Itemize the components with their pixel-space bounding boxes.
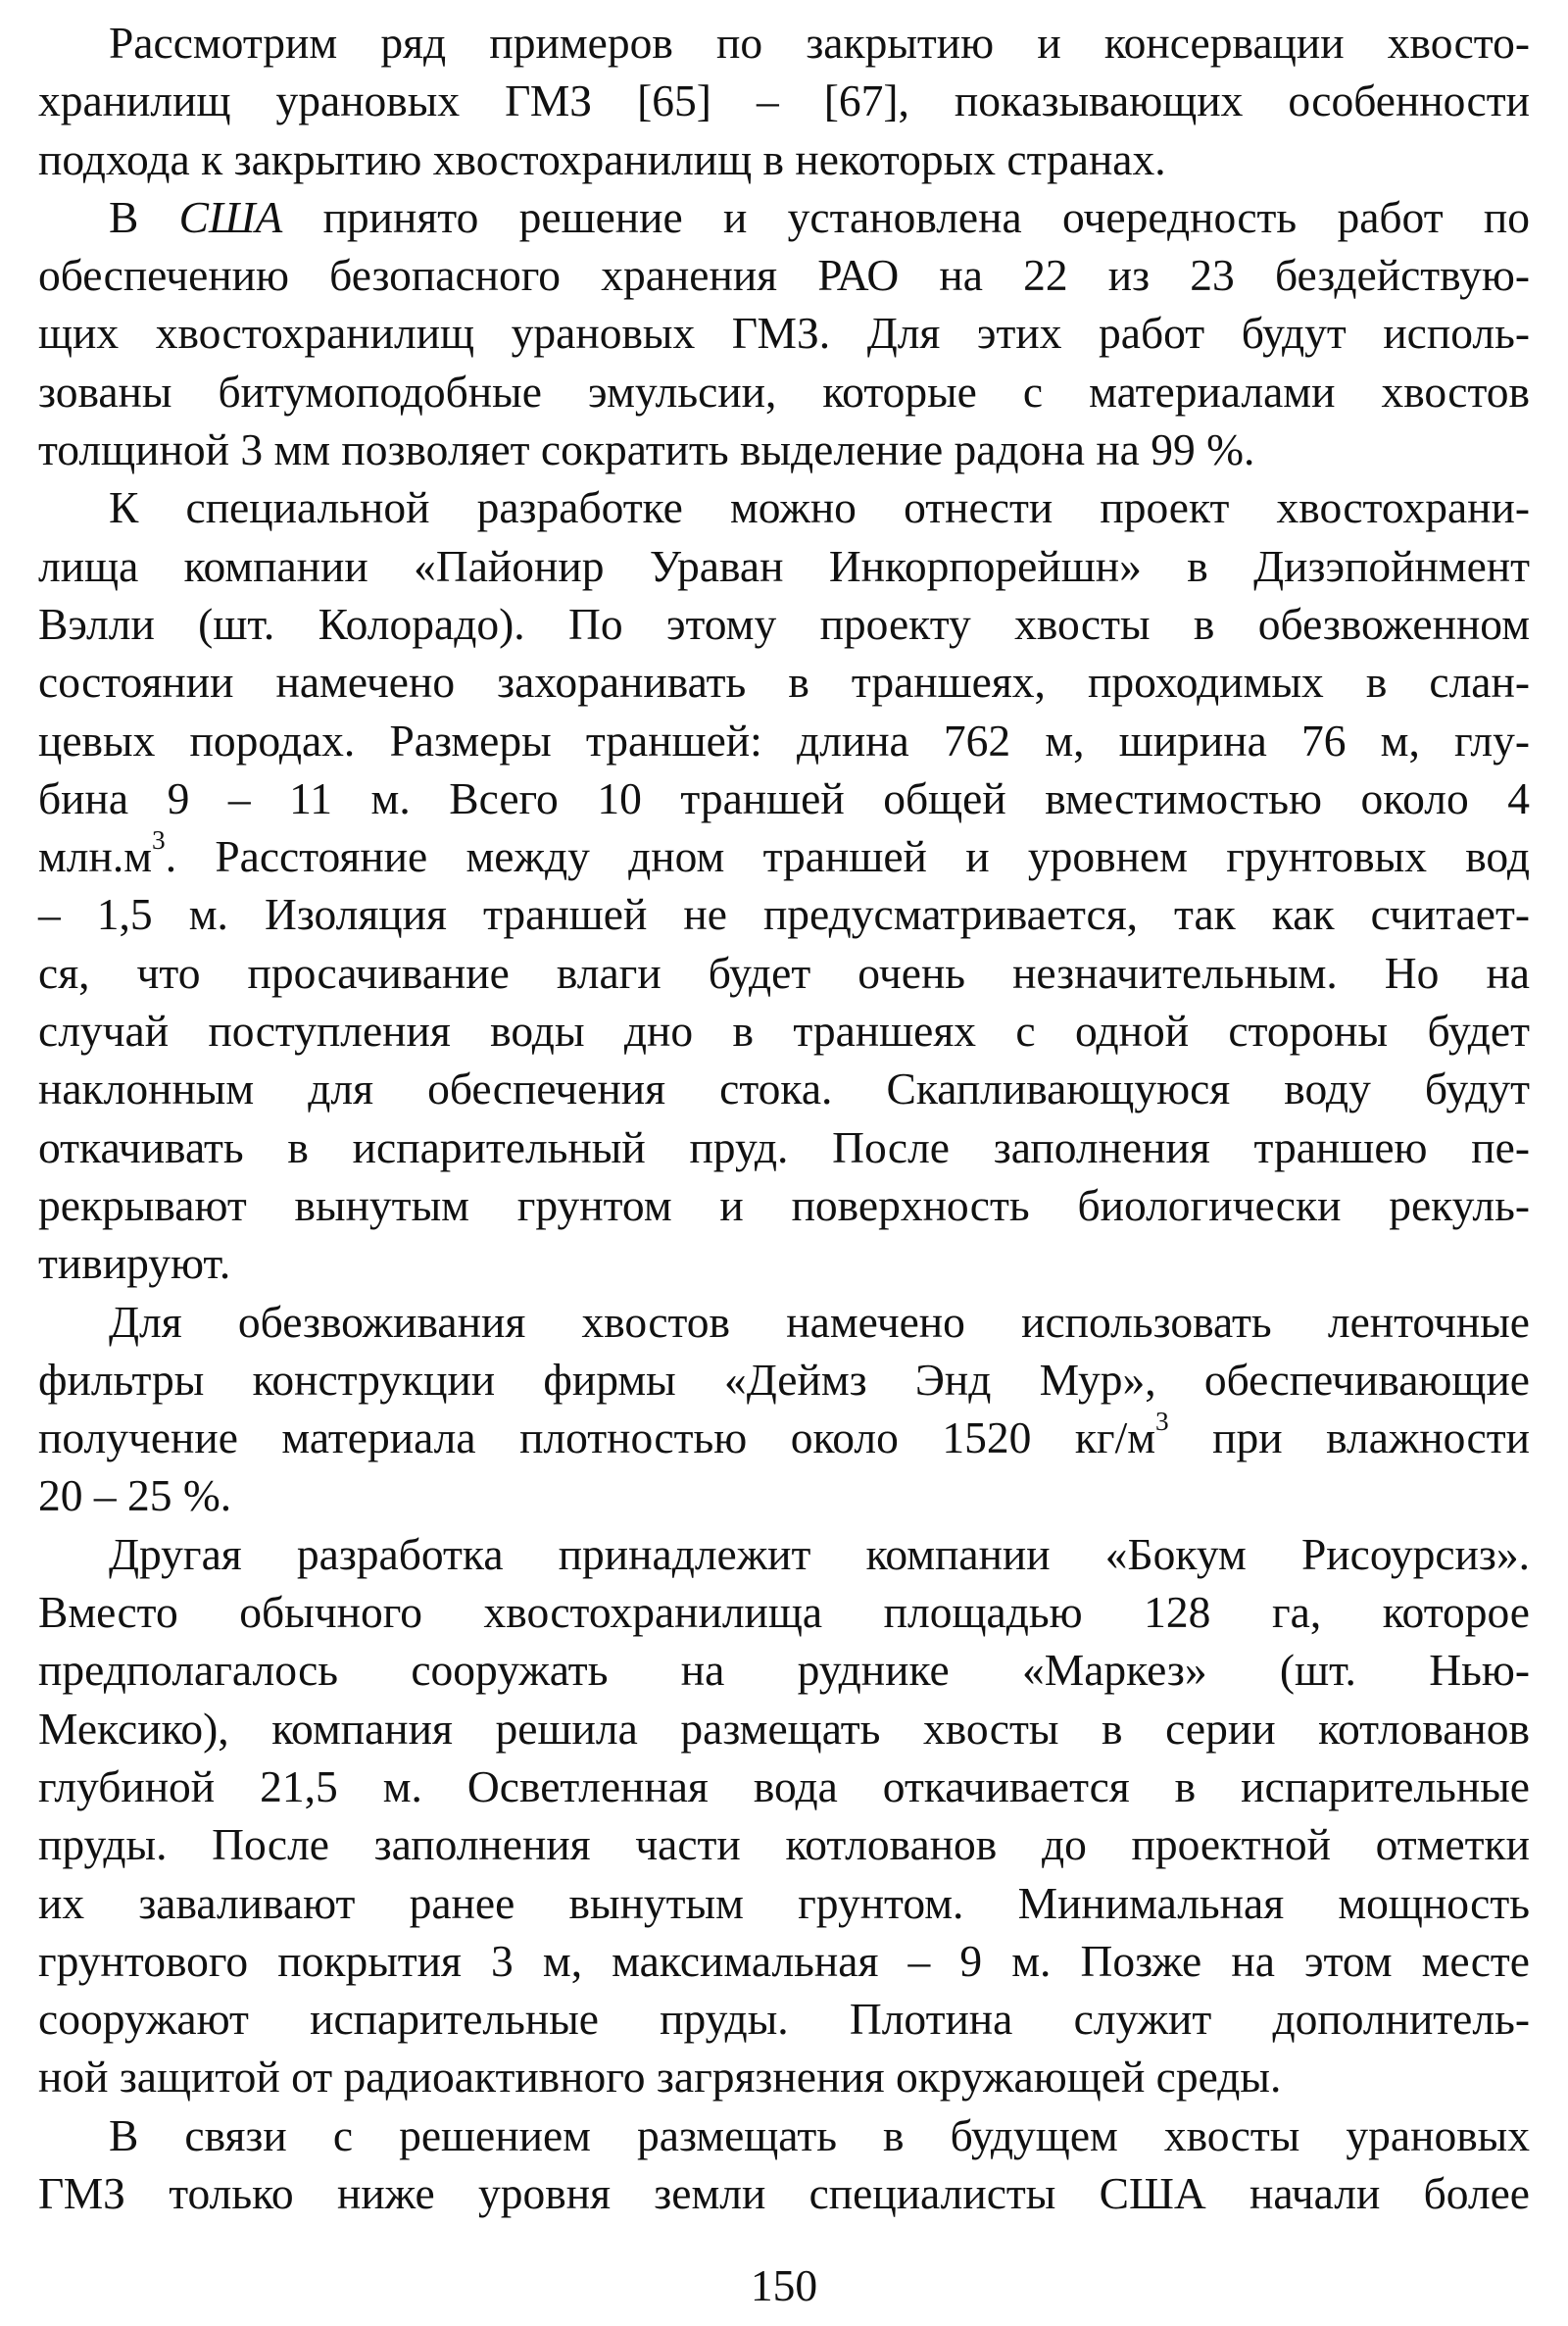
text-line: наклонным для обеспечения стока. Скапливающуюся воду будут — [38, 1064, 1530, 1114]
text-fragment: В — [109, 191, 179, 242]
paragraph-1 — [38, 14, 1530, 188]
text-line: пруды. После заполнения части котлованов до проектной отметки — [38, 1819, 1530, 1870]
text-line: хранилищ урановых ГМЗ [65] – [67], показывающих особенности — [38, 75, 1530, 126]
text-line: лища компании «Пайонир Ураван Инкорпорейшн» в Дизэпойнмент — [38, 540, 1530, 591]
text-line: ГМЗ только ниже уровня земли специалисты США начали более — [38, 2167, 1530, 2218]
text-line: грунтового покрытия 3 м, максимальная – 9 м. Позже на этом месте — [38, 1935, 1530, 1986]
text-line: ной защитой от радиоактивного загрязнения окружающей среды. — [38, 2052, 1282, 2103]
text-line: В связи с решением размещать в будущем хвосты урановых — [109, 2109, 1530, 2160]
text-line: Мексико), компания решила размещать хвосты в серии котлованов — [38, 1703, 1530, 1754]
text-fragment: млн.м — [38, 831, 153, 882]
text-line: К специальной разработке можно отнести проект хвостохрани- — [109, 482, 1530, 533]
text-line: Вместо обычного хвостохранилища площадью 128 га, которое — [38, 1587, 1530, 1638]
text-line: Для обезвоживания хвостов намечено использовать ленточные — [109, 1296, 1530, 1347]
text-line: подхода к закрытию хвостохранилищ в некоторых странах. — [38, 133, 1166, 184]
text-line — [38, 1406, 1530, 1466]
text-line: обеспечению безопасного хранения РАО на 22 из 23 бездействую- — [38, 250, 1530, 301]
paragraph-4 — [38, 1293, 1530, 1525]
superscript: 3 — [1155, 1406, 1169, 1436]
page-body — [38, 14, 1530, 2222]
text-line: толщиной 3 мм позволяет сократить выделение радона на 99 %. — [38, 424, 1255, 475]
italic-term: США — [178, 191, 283, 242]
text-line: цевых породах. Размеры траншей: длина 762 м, ширина 76 м, глу- — [38, 715, 1530, 766]
paragraph-5 — [38, 1525, 1530, 2106]
paragraph-3 — [38, 478, 1530, 1292]
text-line: состоянии намечено захоранивать в траншеях, проходимых в слан- — [38, 657, 1530, 708]
text-line — [38, 188, 1530, 246]
text-line: рекрывают вынутым грунтом и поверхность биологически рекуль- — [38, 1179, 1530, 1230]
text-line: зованы битумоподобные эмульсии, которые с материалами хвостов — [38, 366, 1530, 417]
text-line: тивируют. — [38, 1238, 231, 1289]
text-line: предполагалось сооружать на руднике «Маркез» (шт. Нью- — [38, 1645, 1530, 1696]
text-line: случай поступления воды дно в траншеях с одной стороны будет — [38, 1006, 1530, 1057]
text-line: Рассмотрим ряд примеров по закрытию и консервации хвосто- — [109, 18, 1530, 68]
text-fragment: получение материала плотностью около 1520 кг/м — [38, 1412, 1156, 1463]
text-fragment: . Расстояние между дном траншей и уровнем грунтовых вод — [165, 831, 1530, 882]
text-fragment: при влажности — [1168, 1412, 1530, 1463]
text-line: ся, что просачивание влаги будет очень незначительным. Но на — [38, 947, 1530, 998]
paragraph-2 — [38, 188, 1530, 478]
page-number: 150 — [750, 2260, 818, 2310]
text-line: их заваливают ранее вынутым грунтом. Минимальная мощность — [38, 1877, 1530, 1928]
text-line: – 1,5 м. Изоляция траншей не предусматривается, так как считает- — [38, 889, 1530, 940]
text-fragment: принято решение и установлена очередность работ по — [282, 191, 1530, 242]
text-line — [38, 824, 1530, 885]
superscript: 3 — [152, 824, 166, 855]
text-line: бина 9 – 11 м. Всего 10 траншей общей вместимостью около 4 — [38, 772, 1530, 823]
text-line: 20 – 25 %. — [38, 1470, 232, 1521]
text-line: щих хвостохранилищ урановых ГМЗ. Для этих работ будут исполь- — [38, 308, 1530, 359]
text-line: Другая разработка принадлежит компании «Бокум Рисоурсиз». — [109, 1528, 1530, 1579]
text-line: Вэлли (шт. Колорадо). По этому проекту хвосты в обезвоженном — [38, 598, 1530, 649]
text-line: откачивать в испарительный пруд. После заполнения траншею пе- — [38, 1121, 1530, 1172]
text-line: глубиной 21,5 м. Осветленная вода откачивается в испарительные — [38, 1760, 1530, 1811]
text-line: сооружают испарительные пруды. Плотина служит дополнитель- — [38, 1994, 1530, 2045]
paragraph-6 — [38, 2106, 1530, 2223]
text-line: фильтры конструкции фирмы «Деймз Энд Мур», обеспечивающие — [38, 1354, 1530, 1405]
